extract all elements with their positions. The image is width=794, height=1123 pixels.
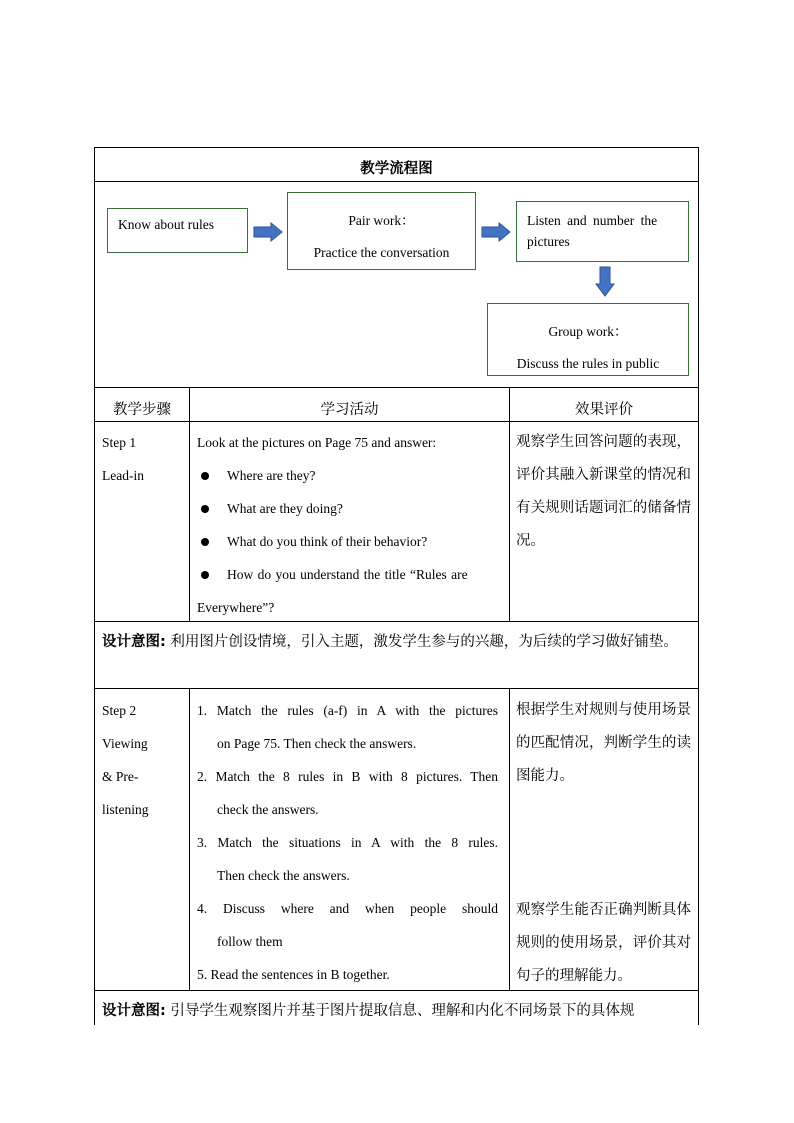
row1-activity bbox=[197, 426, 501, 624]
flow-box-pair-work-title: Pair work： bbox=[348, 213, 415, 228]
row2-step-name-2: & Pre- bbox=[102, 769, 139, 784]
bullet-icon bbox=[201, 571, 209, 579]
flow-box-group-work-title: Group work： bbox=[548, 324, 628, 339]
row1-bullet-list bbox=[197, 459, 501, 591]
item-number: 1. bbox=[197, 703, 208, 718]
header-evaluation: 效果评价 bbox=[575, 402, 633, 418]
design-intent-label: 设计意图: bbox=[102, 1003, 166, 1019]
item-text: Read the sentences in B together. bbox=[210, 967, 390, 982]
table-rule bbox=[94, 387, 699, 388]
table-title: 教学流程图 bbox=[360, 161, 433, 177]
item-number: 2. bbox=[197, 769, 208, 784]
bullet-text: How do you understand the title “Rules are bbox=[227, 567, 468, 582]
list-item bbox=[197, 892, 498, 958]
item-text: Match the 8 rules in B with 8 pictures. Then bbox=[215, 769, 498, 784]
flow-box-pair-work bbox=[287, 192, 476, 270]
design-intent-label: 设计意图: bbox=[102, 634, 166, 650]
row1-evaluation: 观察学生回答问题的表现，评价其融入新课堂的情况和有关规则话题词汇的储备情况。 bbox=[516, 434, 691, 549]
item-text-cont: check the answers. bbox=[217, 802, 319, 817]
list-item bbox=[197, 492, 501, 525]
list-item bbox=[197, 958, 498, 991]
bullet-text: Where are they? bbox=[227, 468, 316, 483]
table-border-left bbox=[94, 147, 95, 1025]
list-item bbox=[197, 826, 498, 892]
list-item bbox=[197, 694, 498, 760]
bullet-icon bbox=[201, 505, 209, 513]
item-text-cont: Then check the answers. bbox=[217, 868, 350, 883]
item-number: 4. bbox=[197, 901, 208, 916]
right-arrow-icon bbox=[481, 222, 511, 242]
list-item bbox=[197, 459, 501, 492]
bullet-icon bbox=[201, 538, 209, 546]
bullet-text: What are they doing? bbox=[227, 501, 343, 516]
item-text-cont: on Page 75. Then check the answers. bbox=[217, 736, 417, 751]
item-text: Match the situations in A with the 8 rules. bbox=[217, 835, 498, 850]
header-step: 教学步骤 bbox=[113, 402, 171, 418]
design-intent-2 bbox=[102, 995, 692, 1028]
bullet-icon bbox=[201, 472, 209, 480]
design-intent-text: 利用图片创设情境，引入主题，激发学生参与的兴趣，为后续的学习做好铺垫。 bbox=[165, 634, 678, 650]
item-number: 5. bbox=[197, 967, 208, 982]
column-divider bbox=[189, 688, 190, 990]
item-number: 3. bbox=[197, 835, 208, 850]
flow-box-know-rules bbox=[107, 208, 248, 253]
design-intent-1 bbox=[102, 626, 692, 659]
row2-evaluation-1: 根据学生对规则与使用场景的匹配情况，判断学生的读图能力。 bbox=[516, 702, 691, 784]
item-text: Discuss where and when people should bbox=[222, 901, 498, 916]
header-activity: 学习活动 bbox=[320, 402, 379, 418]
row1-step bbox=[102, 426, 144, 492]
row2-step-name-3: listening bbox=[102, 802, 149, 817]
row2-evaluation-2: 观察学生能否正确判断具体规则的使用场景，评价其对句子的理解能力。 bbox=[516, 902, 691, 984]
item-text: Match the rules (a-f) in A with the pictures bbox=[216, 703, 499, 718]
column-divider bbox=[509, 387, 510, 621]
row1-intro: Look at the pictures on Page 75 and answer: bbox=[197, 435, 437, 450]
row1-bullet-continuation: Everywhere”? bbox=[197, 600, 275, 615]
row1-step-name: Lead-in bbox=[102, 468, 144, 483]
row2-step-number: Step 2 bbox=[102, 703, 137, 718]
table-border-top bbox=[94, 147, 699, 148]
list-item bbox=[197, 558, 501, 591]
design-intent-text: 引导学生观察图片并基于图片提取信息、理解和内化不同场景下的具体规 bbox=[165, 1003, 635, 1019]
flow-box-listen-line1: Listen and number the bbox=[527, 213, 658, 228]
column-divider bbox=[189, 387, 190, 621]
flow-box-know-rules-text: Know about rules bbox=[118, 217, 214, 232]
column-divider bbox=[509, 688, 510, 990]
row2-step bbox=[102, 694, 149, 826]
bullet-text: What do you think of their behavior? bbox=[227, 534, 428, 549]
table-rule bbox=[94, 421, 699, 422]
flow-box-group-work-text: Discuss the rules in public bbox=[516, 356, 660, 371]
flow-box-pair-work-text: Practice the conversation bbox=[313, 245, 450, 260]
row2-activity bbox=[197, 694, 498, 991]
table-rule bbox=[94, 688, 699, 689]
row1-step-number: Step 1 bbox=[102, 435, 137, 450]
down-arrow-icon bbox=[595, 266, 615, 297]
table-rule bbox=[94, 181, 699, 182]
table-border-right bbox=[698, 147, 699, 1025]
flow-box-listen bbox=[516, 201, 689, 262]
list-item bbox=[197, 760, 498, 826]
right-arrow-icon bbox=[253, 222, 283, 242]
item-text-cont: follow them bbox=[217, 934, 283, 949]
list-item bbox=[197, 525, 501, 558]
flow-box-listen-line2: pictures bbox=[527, 234, 570, 249]
row2-step-name-1: Viewing bbox=[102, 736, 148, 751]
flow-box-group-work bbox=[487, 303, 689, 376]
